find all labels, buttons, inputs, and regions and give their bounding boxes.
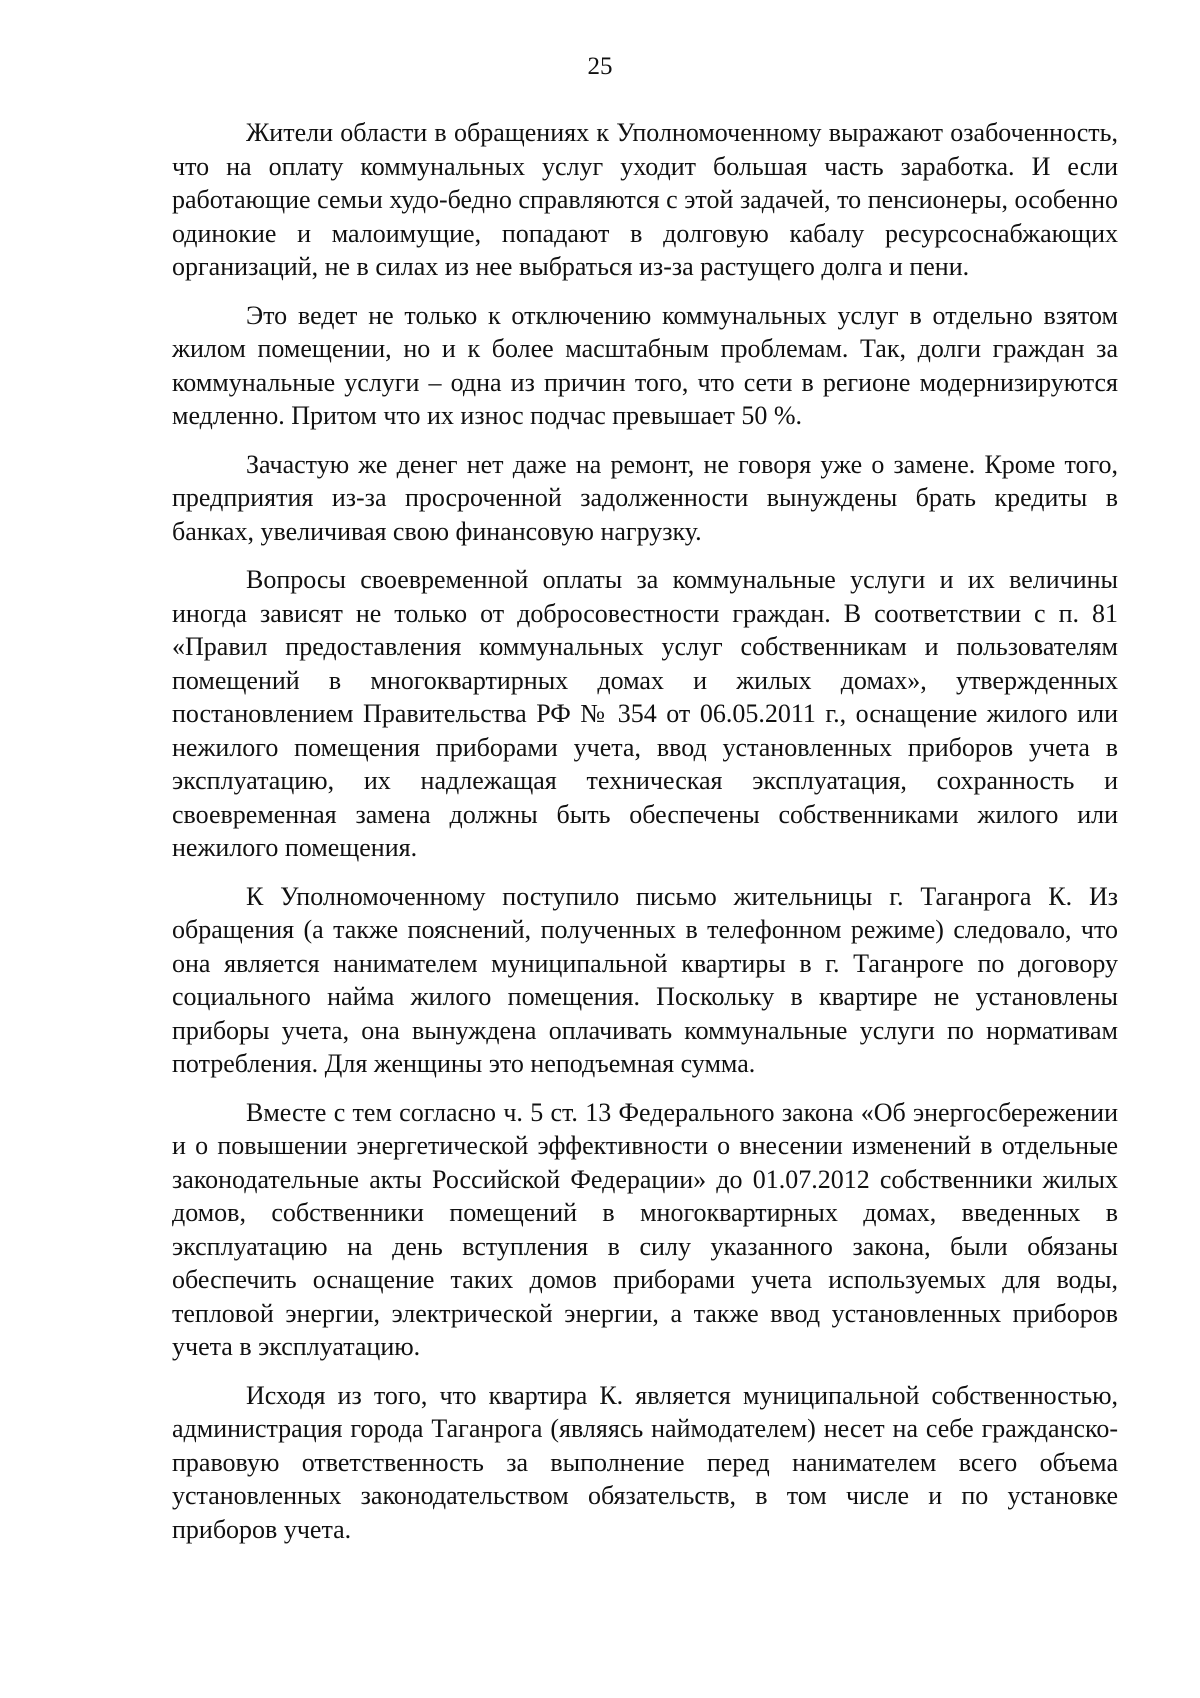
paragraph: К Уполномоченному поступило письмо жительницы г. Таганрога К. Из обращения (а также пояснений, полученных в телефонном режиме) следовало, что она является нанимателем муниципальной квартиры в г. Таганроге по договору социального найма жилого помещения. Поскольку в квартире не установлены приборы учета, она вынуждена оплачивать коммунальные услуги по нормативам потребления. Для женщины это неподъемная сумма. xyxy=(172,881,1118,1078)
paragraph: Это ведет не только к отключению коммунальных услуг в отдельно взятом жилом помещении, но и к более масштабным проблемам. Так, долги граждан за коммунальные услуги – одна из причин того, что сети в регионе модернизируются медленно. Притом что их износ подчас превышает 50 %. xyxy=(172,300,1118,430)
paragraph: Вопросы своевременной оплаты за коммунальные услуги и их величины иногда зависят не только от добросовестности граждан. В соответствии с п. 81 «Правил предоставления коммунальных услуг собственникам и пользователям помещений в многоквартирных домах и жилых домах», утвержденных постановлением Правительства РФ № 354 от 06.05.2011 г., оснащение жилого или нежилого помещения приборами учета, ввод установленных приборов учета в эксплуатацию, их надлежащая техническая эксплуатация, сохранность и своевременная замена должны быть обеспечены собственниками жилого или нежилого помещения. xyxy=(172,565,1118,862)
page-number: 25 xyxy=(587,53,613,80)
paragraph: Зачастую же денег нет даже на ремонт, не говоря уже о замене. Кроме того, предприятия из-за просроченной задолженности вынуждены брать кредиты в банках, увеличивая свою финансовую нагрузку. xyxy=(172,449,1118,546)
paragraph: Жители области в обращениях к Уполномоченному выражают озабоченность, что на оплату коммунальных услуг уходит большая часть заработка. И если работающие семьи худо-бедно справляются с этой задачей, то пенсионеры, особенно одинокие и малоимущие, попадают в долговую кабалу ресурсоснабжающих организаций, не в силах из нее выбраться из-за растущего долга и пени. xyxy=(172,118,1118,281)
paragraph: Вместе с тем согласно ч. 5 ст. 13 Федерального закона «Об энергосбережении и о повышении энергетической эффективности о внесении изменений в отдельные законодательные акты Российской Федерации» до 01.07.2012 собственники жилых домов, собственники помещений в многоквартирных домах, введенных в эксплуатацию на день вступления в силу указанного закона, были обязаны обеспечить оснащение таких домов приборами учета используемых для воды, тепловой энергии, электрической энергии, а также ввод установленных приборов учета в эксплуатацию. xyxy=(172,1097,1118,1361)
document-body xyxy=(172,116,1118,1561)
paragraph: Исходя из того, что квартира К. является муниципальной собственностью, администрация города Таганрога (являясь наймодателем) несет на себе гражданско-правовую ответственность за выполнение перед нанимателем всего объема установленных законодательством обязательств, в том числе и по установке приборов учета. xyxy=(172,1380,1118,1544)
